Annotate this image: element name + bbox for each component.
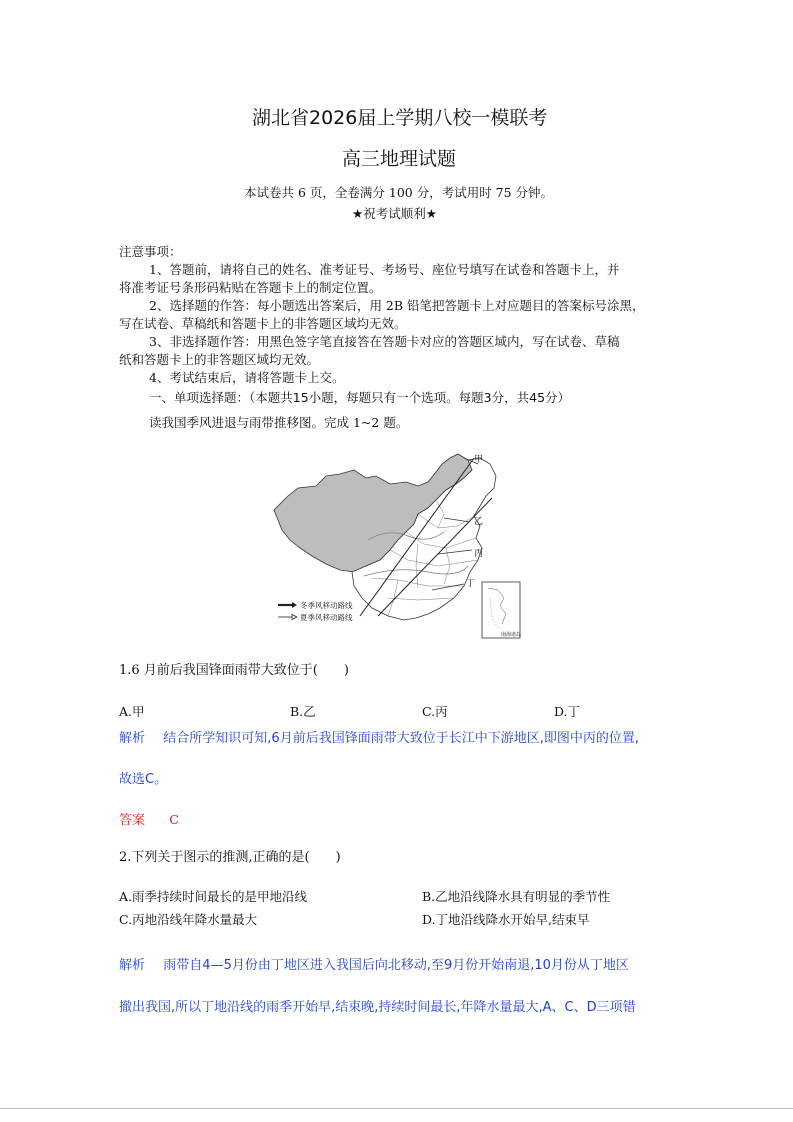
q2-analysis-label: 解析: [119, 958, 146, 973]
label-jia: 甲: [474, 455, 484, 465]
section-heading: [149, 389, 570, 407]
inset-label: 南海诸岛: [501, 632, 522, 638]
legend-summer-monsoon: 夏季风移动路线: [300, 613, 353, 622]
q1-analysis-line-1: [119, 727, 639, 746]
q1-analysis-text-1: 结合所学知识可知,6月前后我国锋面雨带大致位于长江中下游地区,即图中丙的位置,: [163, 731, 639, 746]
note-3-line-1: 3、非选择题作答：用黑色签字笔直接答在答题卡对应的答题区域内，写在试卷、草稿: [149, 334, 620, 349]
q2-option-d: D.丁地沿线降水开始早,结束早: [422, 912, 590, 927]
south-china-sea-inset: [482, 582, 521, 638]
q2-analysis-line-1: [119, 954, 629, 973]
label-yi: 乙: [474, 517, 484, 527]
q1-option-a: A.甲: [119, 704, 145, 719]
good-luck-note: ★祝考试顺利★: [352, 206, 437, 221]
q2-analysis-line-2: 撤出我国,所以丁地沿线的雨季开始早,结束晚,持续时间最长,年降水量最大,A、C、D三项错: [119, 1000, 636, 1015]
note-4: 4、考试结束后，请将答题卡上交。: [149, 370, 345, 385]
q1-stem: 1.6 月前后我国锋面雨带大致位于( ): [119, 663, 349, 678]
note-3-line-2: 纸和答题卡上的非答题区域均无效。: [119, 352, 320, 367]
q1-analysis-line-2: 故选C。: [119, 772, 168, 787]
q2-option-a: A.雨季持续时间最长的是甲地沿线: [119, 889, 308, 904]
map-legend: [278, 600, 353, 622]
notes-heading: 注意事项：: [119, 244, 182, 259]
q2-analysis-text-1: 雨带自4—5月份由丁地区进入我国后向北移动,至9月份开始南退,10月份从丁地区: [163, 958, 629, 973]
legend-winter-monsoon: 冬季风移动路线: [300, 601, 353, 610]
note-1-line-2: 将准考证号条形码粘贴在答题卡上的制定位置。: [119, 280, 382, 295]
label-ding: 丁: [466, 579, 476, 589]
label-bing: 丙: [474, 549, 484, 559]
section-heading-text: 一、单项选择题：（本题共15小题，每题只有一个选项。每题3分，共45分）: [149, 390, 571, 405]
page-title: 湖北省2026届上学期八校一模联考: [252, 107, 548, 129]
q1-option-b: B.乙: [290, 704, 316, 719]
q1-option-c: C.丙: [422, 704, 448, 719]
note-1-line-1: 1、答题前，请将自己的姓名、准考证号、考场号、座位号填写在试卷和答题卡上，并: [149, 262, 620, 277]
q1-answer-label: 答案: [119, 813, 146, 828]
page-subtitle: 高三地理试题: [342, 148, 457, 170]
q1-option-d: D.丁: [554, 704, 581, 719]
question-intro: 读我国季风进退与雨带推移图。完成 1~2 题。: [149, 415, 409, 430]
monsoon-rainbelt-map: [268, 448, 524, 642]
note-2-line-1: 2、选择题的作答：每小题选出答案后，用 2B 铅笔把答题卡上对应题目的答案标号涂黑，: [149, 298, 645, 313]
exam-info: 本试卷共 6 页，全卷满分 100 分，考试用时 75 分钟。: [244, 185, 554, 200]
page-bottom-rule: [0, 1108, 793, 1109]
q2-stem: 2.下列关于图示的推测,正确的是( ): [119, 850, 341, 865]
q1-answer-value: C: [169, 812, 179, 827]
q1-answer: [119, 809, 179, 828]
note-2-line-2: 写在试卷、草稿纸和答题卡上的非答题区域均无效。: [119, 316, 407, 331]
q1-analysis-label: 解析: [119, 731, 146, 746]
q2-option-c: C.丙地沿线年降水量最大: [119, 912, 258, 927]
q2-option-b: B.乙地沿线降水具有明显的季节性: [422, 889, 611, 904]
